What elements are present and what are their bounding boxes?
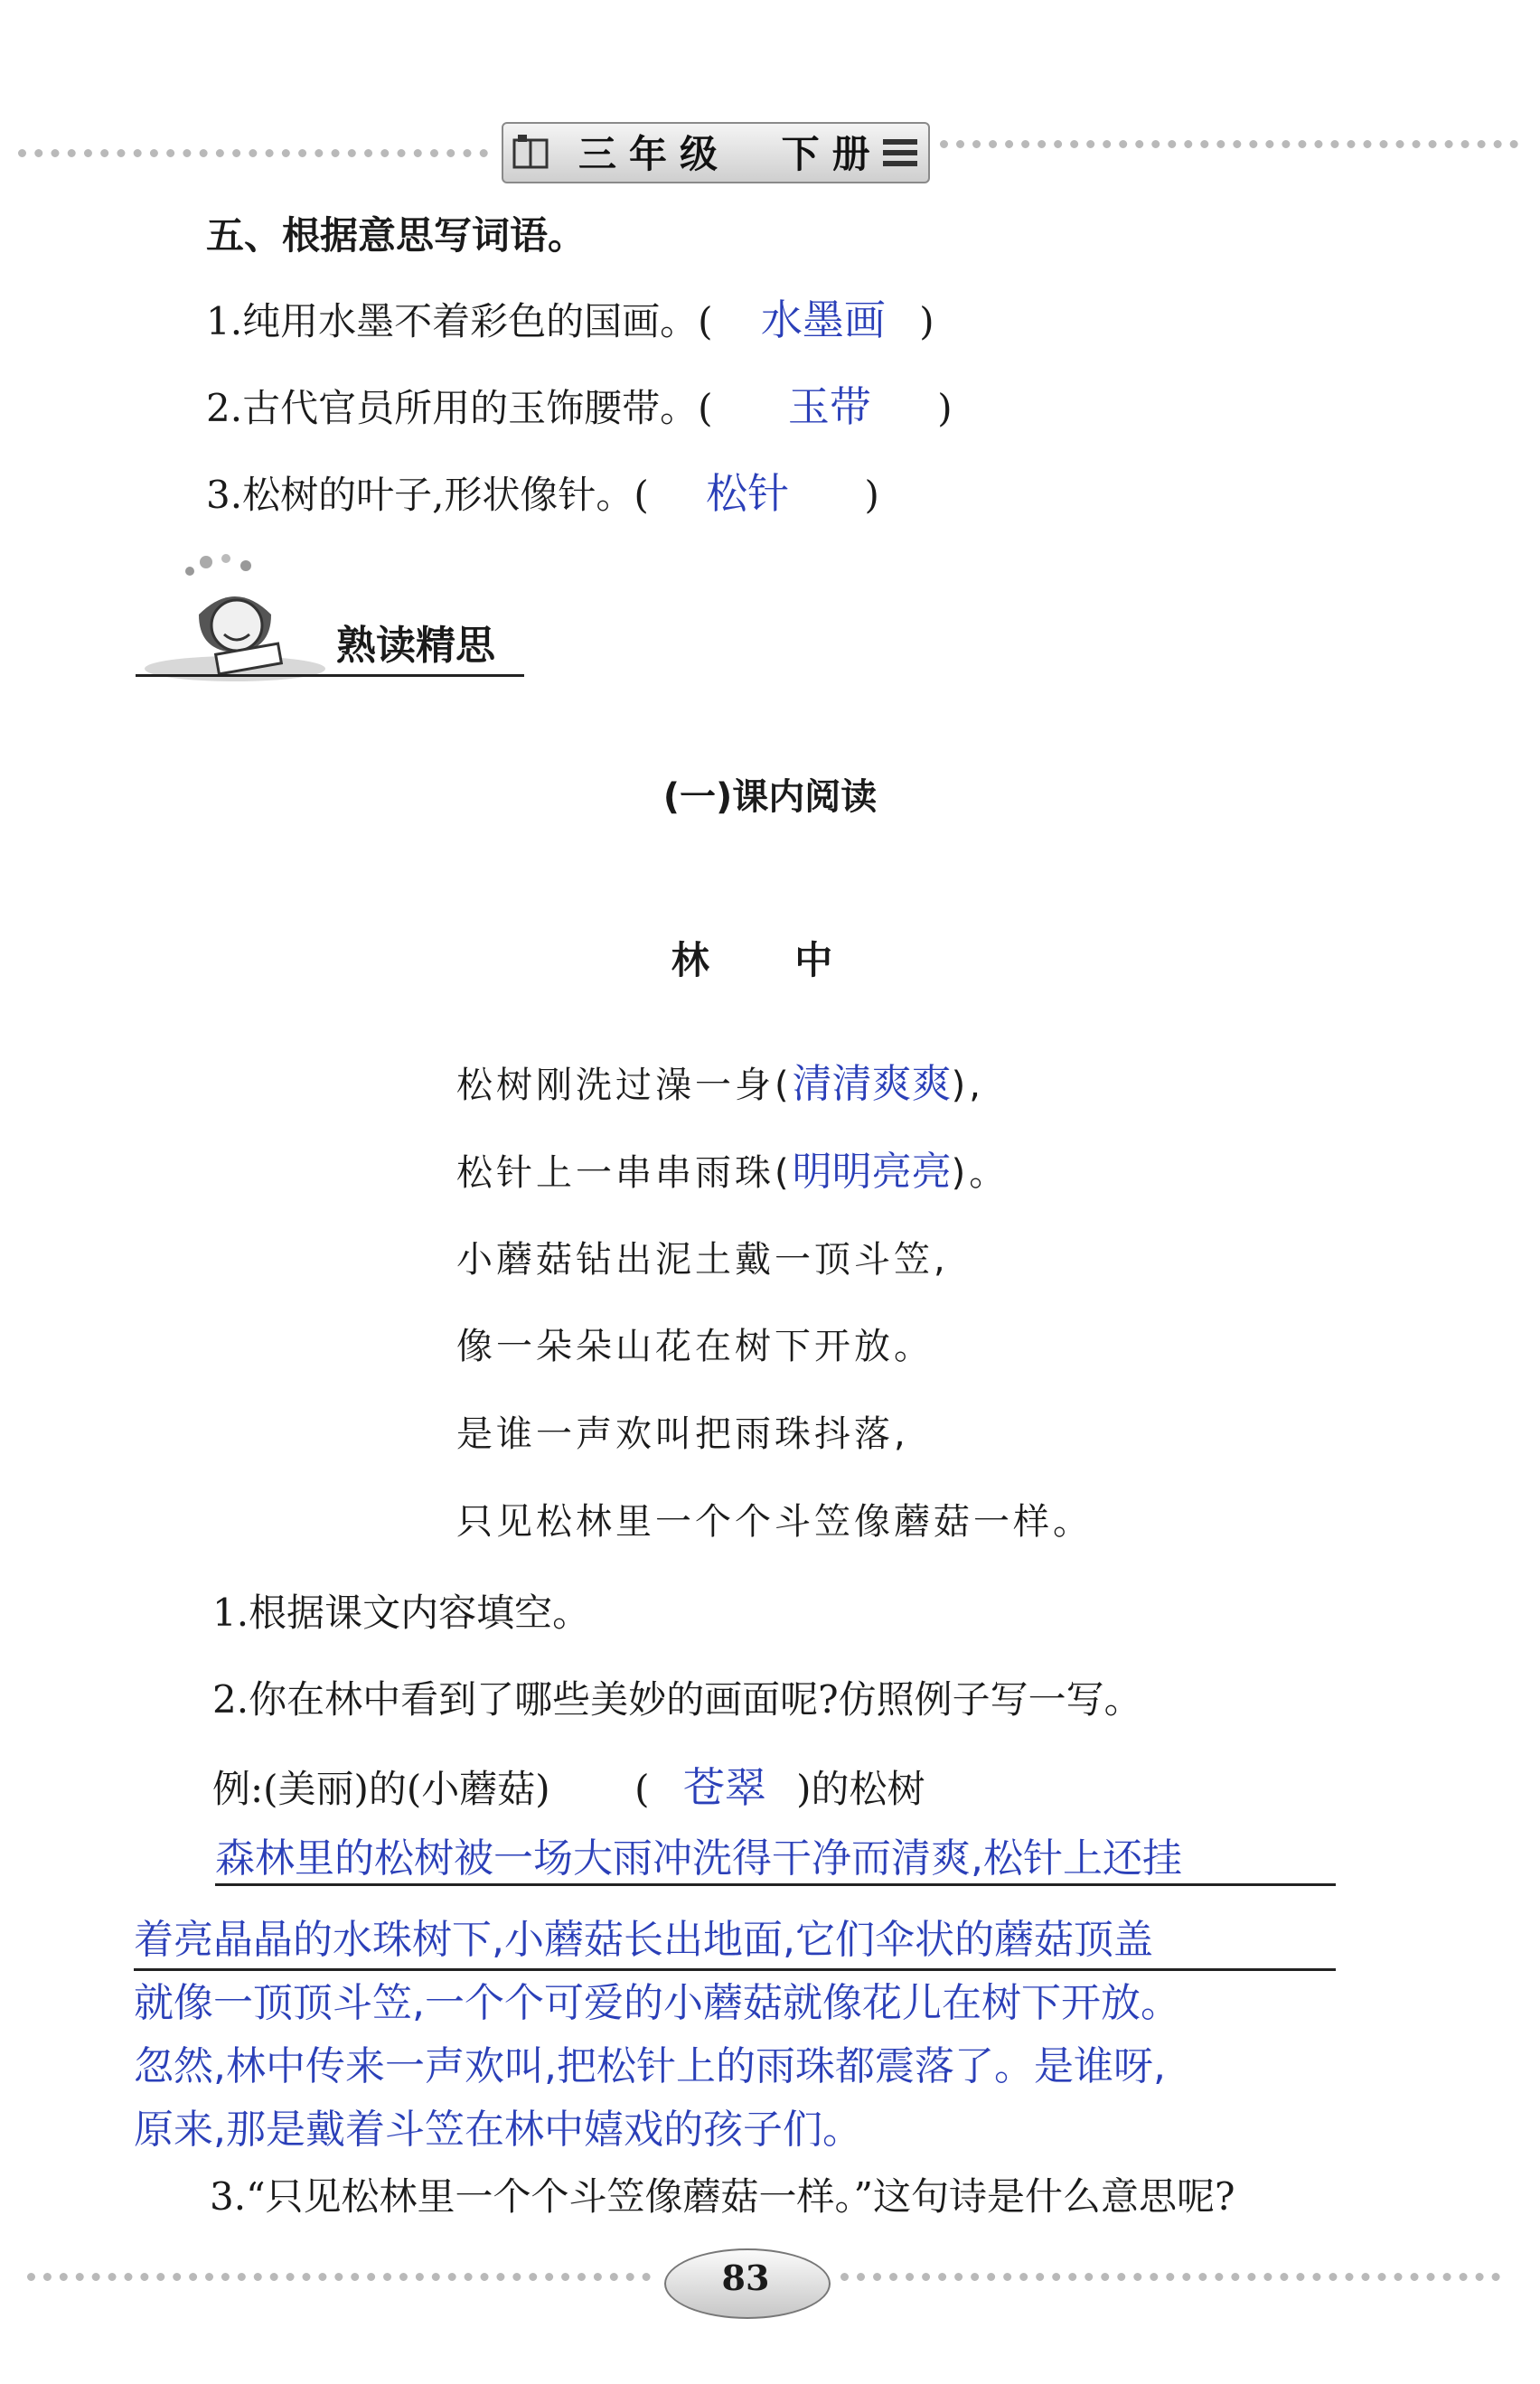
section5-heading: 五、根据意思写词语。 — [206, 213, 587, 258]
page-number: 83 — [721, 2257, 770, 2298]
banner-title: 熟读精思 — [336, 623, 495, 669]
question-2: 2.你在林中看到了哪些美妙的画面呢?仿照例子写一写。 — [212, 1677, 1142, 1722]
poem-title: 林 中 — [671, 938, 869, 982]
section5-item-2: 2.古代官员所用的玉饰腰带。( 玉带 ) — [206, 382, 953, 431]
bars-icon — [881, 134, 921, 170]
question-1: 1.根据课文内容填空。 — [212, 1591, 591, 1635]
answer-text: 松针 — [706, 469, 790, 518]
answer-line: 忽然,林中传来一声欢叫,把松针上的雨珠都震落了。是谁呀, — [134, 2043, 1166, 2089]
footer-dots-right — [840, 2273, 1500, 2281]
answer-text: 苍翠 — [682, 1763, 766, 1812]
reading-subtitle: (一)课内阅读 — [662, 776, 878, 818]
footer-dots-left — [27, 2273, 651, 2281]
reading-girl-icon — [136, 551, 334, 687]
answer-line: 着亮晶晶的水珠树下,小蘑菇长出地面,它们伞状的蘑菇顶盖 — [134, 1917, 1153, 1963]
example-line: 例:(美丽)的(小蘑菇) ( 苍翠 )的松树 — [212, 1763, 925, 1812]
header-dots-left — [18, 149, 488, 157]
book-icon — [511, 131, 552, 173]
answer-line: 原来,那是戴着斗笠在林中嬉戏的孩子们。 — [134, 2107, 862, 2153]
answer-underline — [215, 1883, 1336, 1886]
header-dots-right — [940, 140, 1518, 148]
question-3: 3.“只见松林里一个个斗笠像蘑菇一样。”这句诗是什么意思呢? — [210, 2174, 1235, 2219]
section5-item-3: 3.松树的叶子,形状像针。( 松针 ) — [206, 469, 879, 518]
grade-label: 三年级 — [578, 132, 731, 176]
poem-line: 是谁一声欢叫把雨珠抖落, — [456, 1413, 909, 1455]
answer-text: 玉带 — [787, 382, 871, 431]
answer-text: 清清爽爽 — [792, 1061, 952, 1107]
answer-text: 明明亮亮 — [792, 1149, 952, 1195]
section5-item-1: 1.纯用水墨不着彩色的国画。( 水墨画 ) — [206, 296, 934, 344]
poem-line: 松树刚洗过澡一身(清清爽爽), — [456, 1061, 984, 1107]
banner-rule — [136, 674, 524, 677]
volume-label: 下册 — [781, 132, 883, 176]
poem-line: 松针上一串串雨珠(明明亮亮)。 — [456, 1149, 1009, 1195]
answer-line: 就像一顶顶斗笠,一个个可爱的小蘑菇就像花儿在树下开放。 — [134, 1980, 1180, 2026]
poem-line: 像一朵朵山花在树下开放。 — [456, 1326, 934, 1367]
poem-line: 只见松林里一个个斗笠像蘑菇一样。 — [456, 1501, 1093, 1543]
answer-line: 森林里的松树被一场大雨冲洗得干净而清爽,松针上还挂 — [215, 1835, 1182, 1882]
poem-line: 小蘑菇钻出泥土戴一顶斗笠, — [456, 1239, 949, 1281]
answer-text: 水墨画 — [760, 296, 886, 344]
header-title — [578, 125, 883, 179]
